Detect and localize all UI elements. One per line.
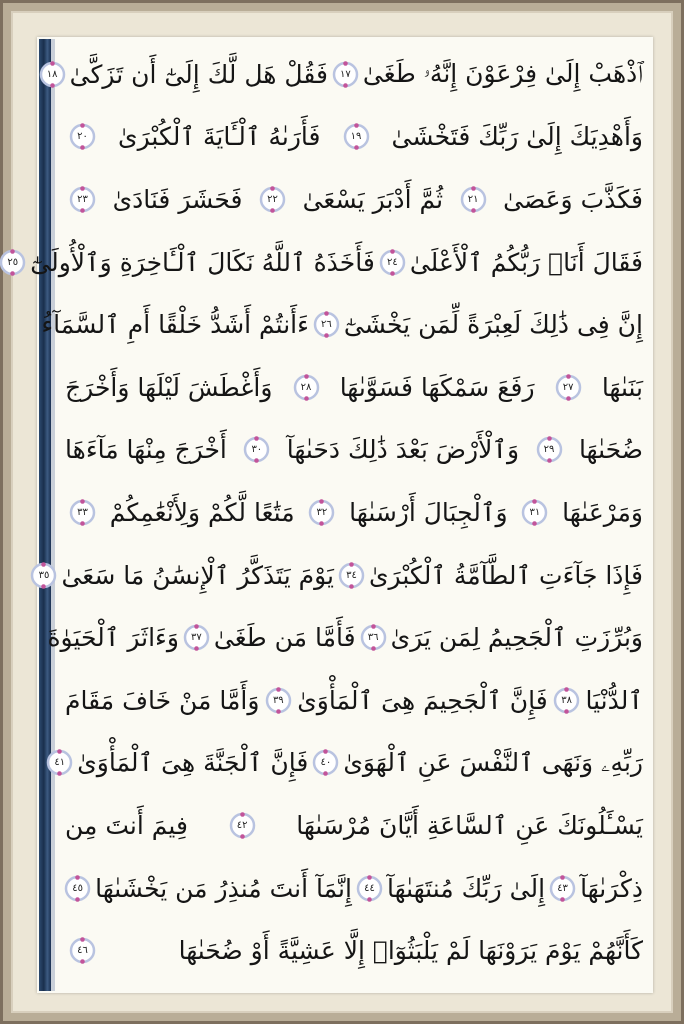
verse-end-marker bbox=[265, 687, 292, 714]
verse-number: ٣١ bbox=[529, 506, 541, 518]
verse-end-marker bbox=[69, 123, 96, 150]
verse-end-marker bbox=[555, 374, 582, 401]
text-line bbox=[65, 857, 643, 920]
verse-text: إِلَىٰ رَبِّكَ مُنتَهَىٰهَآ bbox=[386, 873, 546, 903]
verse-end-marker bbox=[0, 249, 26, 276]
verse-number: ٤٦ bbox=[77, 945, 88, 957]
verse-number: ٢٥ bbox=[7, 256, 19, 268]
verse-text: يَسْـَٔلُونَكَ عَنِ ٱلسَّاعَةِ أَيَّانَ مُرْسَىٰهَا bbox=[296, 810, 643, 840]
verse-text: رَفَعَ سَمْكَهَا فَسَوَّىٰهَا bbox=[339, 372, 535, 402]
verse-end-marker bbox=[338, 562, 365, 589]
verse-number: ٤١ bbox=[54, 757, 66, 769]
verse-end-marker bbox=[293, 374, 320, 401]
text-line bbox=[47, 606, 643, 669]
verse-number: ٣٥ bbox=[38, 569, 50, 581]
verse-text: فَكَذَّبَ وَعَصَىٰ bbox=[503, 184, 643, 214]
verse-end-marker bbox=[360, 624, 387, 651]
verse-end-marker bbox=[30, 562, 57, 589]
verse-text: إِنَّ فِى ذَٰلِكَ لَعِبْرَةً لِّمَن يَخْشَىٰٓ bbox=[343, 310, 643, 340]
verse-end-marker bbox=[39, 61, 66, 88]
verse-number: ٢٣ bbox=[77, 193, 88, 205]
verse-text: فَأَخَذَهُ ٱللَّهُ نَكَالَ ٱلْـَٔاخِرَةِ وَٱلْأُولَىٰٓ bbox=[30, 247, 375, 277]
verse-text: ثُمَّ أَدْبَرَ يَسْعَىٰ bbox=[302, 184, 444, 214]
verse-text: فَقُلْ هَل لَّكَ إِلَىٰٓ أَن تَزَكَّىٰ bbox=[69, 59, 328, 89]
verse-number: ٣٢ bbox=[316, 506, 328, 518]
verse-end-marker bbox=[356, 875, 383, 902]
verse-end-marker bbox=[229, 812, 256, 839]
text-line bbox=[65, 481, 643, 544]
verse-text: إِنَّمَآ أَنتَ مُنذِرُ مَن يَخْشَىٰهَا bbox=[95, 873, 352, 903]
text-line bbox=[41, 293, 643, 356]
text-line bbox=[65, 794, 643, 857]
verse-text: فَإِنَّ ٱلْجَنَّةَ هِىَ ٱلْمَأْوَىٰ bbox=[77, 748, 309, 778]
verse-text: وَأَمَّا مَنْ خَافَ مَقَامَ bbox=[65, 685, 260, 715]
verse-number: ١٨ bbox=[46, 68, 58, 80]
verse-number: ٢٨ bbox=[300, 381, 312, 393]
verse-text: بَنَىٰهَا bbox=[601, 372, 643, 402]
verse-end-marker bbox=[69, 499, 96, 526]
quran-text bbox=[7, 43, 643, 983]
verse-number: ١٧ bbox=[340, 68, 351, 80]
text-line bbox=[7, 231, 643, 294]
verse-end-marker bbox=[553, 687, 580, 714]
text-line bbox=[65, 419, 643, 482]
verse-end-marker bbox=[69, 186, 96, 213]
verse-number: ٣٤ bbox=[346, 569, 357, 581]
verse-number: ٣٩ bbox=[272, 694, 284, 706]
verse-number: ٢٠ bbox=[77, 131, 88, 143]
verse-text: يَوْمَ يَتَذَكَّرُ ٱلْإِنسَٰنُ مَا سَعَىٰ bbox=[61, 560, 334, 590]
verse-number: ١٩ bbox=[350, 131, 362, 143]
verse-end-marker bbox=[243, 436, 270, 463]
text-line bbox=[65, 669, 643, 732]
text-line bbox=[65, 106, 643, 169]
verse-end-marker bbox=[46, 749, 73, 776]
verse-end-marker bbox=[259, 186, 286, 213]
verse-text: فَحَشَرَ فَنَادَىٰ bbox=[112, 184, 243, 214]
verse-number: ٣٧ bbox=[191, 632, 202, 644]
verse-text: فَإِذَا جَآءَتِ ٱلطَّآمَّةُ ٱلْكُبْرَىٰ bbox=[368, 560, 643, 590]
verse-end-marker bbox=[312, 749, 339, 776]
verse-end-marker bbox=[308, 499, 335, 526]
verse-number: ٤٣ bbox=[557, 882, 568, 894]
verse-number: ٤٤ bbox=[364, 882, 375, 894]
verse-text: كَأَنَّهُمْ يَوْمَ يَرَوْنَهَا لَمْ يَلْبَثُوٓا۟ إِلَّا عَشِيَّةً أَوْ ضُحَىٰهَا bbox=[178, 936, 643, 966]
verse-number: ٣٣ bbox=[77, 506, 88, 518]
verse-number: ٢٤ bbox=[386, 256, 398, 268]
page-spine bbox=[39, 39, 51, 991]
text-line bbox=[65, 168, 643, 231]
verse-text: فَأَرَىٰهُ ٱلْـَٔايَةَ ٱلْكُبْرَىٰ bbox=[118, 122, 321, 152]
verse-text: رَبِّهِۦ وَنَهَى ٱلنَّفْسَ عَنِ ٱلْهَوَىٰ bbox=[343, 747, 643, 777]
text-line bbox=[54, 732, 643, 795]
verse-number: ٢٧ bbox=[562, 381, 574, 393]
verse-text: ٱذْهَبْ إِلَىٰ فِرْعَوْنَ إِنَّهُۥ طَغَىٰ bbox=[362, 59, 643, 89]
verse-text: أَخْرَجَ مِنْهَا مَآءَهَا bbox=[65, 435, 227, 465]
verse-number: ٣٦ bbox=[367, 632, 379, 644]
verse-end-marker bbox=[521, 499, 548, 526]
verse-end-marker bbox=[64, 875, 91, 902]
verse-text: مَتَٰعًا لَّكُمْ وَلِأَنْعَٰمِكُمْ bbox=[109, 497, 295, 527]
verse-number: ٣٨ bbox=[561, 694, 572, 706]
verse-end-marker bbox=[536, 436, 563, 463]
verse-number: ٤٥ bbox=[72, 882, 83, 894]
verse-number: ٢١ bbox=[467, 193, 479, 205]
verse-number: ٢٦ bbox=[321, 319, 332, 331]
verse-text: ٱلدُّنْيَا bbox=[585, 685, 643, 715]
verse-text: وَأَهْدِيَكَ إِلَىٰ رَبِّكَ فَتَخْشَىٰ bbox=[391, 122, 643, 152]
text-line bbox=[38, 544, 643, 607]
verse-number: ٢٩ bbox=[543, 444, 555, 456]
verse-end-marker bbox=[183, 624, 210, 651]
verse-end-marker bbox=[549, 875, 576, 902]
verse-text: وَبُرِّزَتِ ٱلْجَحِيمُ لِمَن يَرَىٰ bbox=[390, 623, 643, 653]
verse-text: وَٱلْأَرْضَ بَعْدَ ذَٰلِكَ دَحَىٰهَآ bbox=[286, 435, 520, 465]
verse-number: ٤٢ bbox=[236, 819, 248, 831]
verse-text: فَقَالَ أَنَا۠ رَبُّكُمُ ٱلْأَعْلَىٰ bbox=[409, 247, 643, 277]
verse-text: ذِكْرَىٰهَآ bbox=[580, 873, 643, 903]
verse-number: ٤٠ bbox=[320, 757, 332, 769]
verse-text: وَٱلْجِبَالَ أَرْسَىٰهَا bbox=[349, 497, 508, 527]
text-line bbox=[65, 919, 643, 982]
verse-end-marker bbox=[313, 311, 340, 338]
verse-text: وَأَغْطَشَ لَيْلَهَا وَأَخْرَجَ bbox=[65, 372, 273, 402]
page-spine-edge bbox=[51, 39, 55, 991]
verse-text: فِيمَ أَنتَ مِن bbox=[65, 810, 188, 840]
verse-end-marker bbox=[460, 186, 487, 213]
verse-end-marker bbox=[379, 249, 406, 276]
verse-number: ٢٢ bbox=[267, 193, 278, 205]
verse-text: وَمَرْعَىٰهَا bbox=[562, 497, 643, 527]
verse-end-marker bbox=[343, 123, 370, 150]
verse-text: ءَأَنتُمْ أَشَدُّ خَلْقًا أَمِ ٱلسَّمَآءُ bbox=[41, 310, 309, 340]
verse-end-marker bbox=[332, 61, 359, 88]
verse-number: ٣٠ bbox=[251, 444, 263, 456]
text-line bbox=[65, 356, 643, 419]
verse-text: وَءَاثَرَ ٱلْحَيَوٰةَ bbox=[47, 623, 179, 653]
verse-text: ضُحَىٰهَا bbox=[578, 435, 643, 465]
verse-end-marker bbox=[69, 937, 96, 964]
verse-text: فَإِنَّ ٱلْجَحِيمَ هِىَ ٱلْمَأْوَىٰ bbox=[297, 685, 548, 715]
verse-text: فَأَمَّا مَن طَغَىٰ bbox=[213, 623, 356, 653]
text-line bbox=[46, 43, 643, 106]
